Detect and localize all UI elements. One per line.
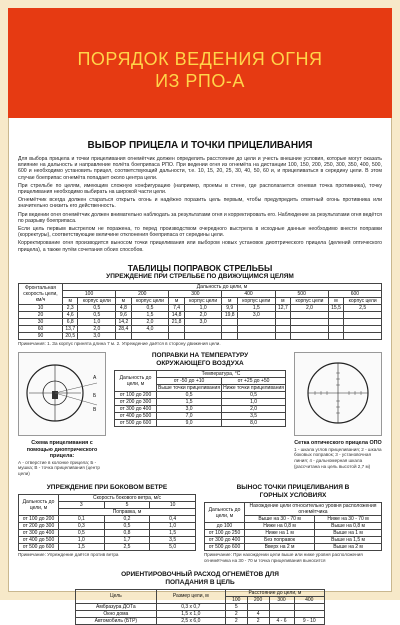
temp-head-dist: Дальность до цели, м <box>115 371 157 392</box>
expense-head-size: Размер цели, м <box>156 589 225 603</box>
moving-subhead: м <box>328 297 343 304</box>
moving-cell <box>328 325 343 332</box>
moving-cell <box>275 318 290 325</box>
temp-head-t2: от +25 до +50 <box>222 378 286 385</box>
expense-cell <box>269 603 294 610</box>
moving-dist-600: 600 <box>328 290 381 297</box>
optical-legend: 1 - шкала углов прицеливания; 2 - шкала боковых поправок; 3 - установочная линия; 4 - дальномерная шкала (рассчитана на цель высотой 2,7 м) <box>294 446 382 469</box>
moving-subhead: корпус цели <box>131 297 169 304</box>
moving-cell: 1,0 <box>78 318 116 325</box>
temp-row <box>115 399 286 406</box>
temp-head-temp: Температура, °С <box>157 371 286 378</box>
wind-head-corr: Поправка, м <box>59 509 196 516</box>
temp-head-up: Выше точки прицеливания <box>158 385 221 392</box>
mountain-cell: от 500 до 600 <box>205 544 245 551</box>
wind-cell: 0,8 <box>104 530 150 537</box>
temperature-block <box>114 352 286 427</box>
expense-cell <box>294 610 324 617</box>
moving-cell: 1,0 <box>184 304 222 311</box>
moving-cell: 4,6 <box>63 311 78 318</box>
header-banner <box>8 8 392 118</box>
moving-subhead: м <box>169 297 184 304</box>
mountain-title <box>204 484 382 500</box>
dioptric-legend: А - отверстие в колонке прицела; Б - мушка; В - точка прицеливания (центр цели) <box>18 459 100 476</box>
moving-cell <box>184 325 222 332</box>
mountain-title-line-1: ВЫНОС ТОЧКИ ПРИЦЕЛИВАНИЯ В <box>236 484 350 492</box>
wind-speed-5: 5 <box>104 502 150 509</box>
moving-subhead: м <box>222 297 237 304</box>
wind-title: УПРЕЖДЕНИЕ ПРИ БОКОВОМ ВЕТРЕ <box>46 484 168 492</box>
expense-cell: 2,5 х 6,0 <box>156 617 225 624</box>
moving-title: УПРЕЖДЕНИЕ ПРИ СТРЕЛЬБЕ ПО ДВИЖУЩИМСЯ ЦЕЛЯМ <box>106 272 294 280</box>
moving-dist-100: 100 <box>63 290 116 297</box>
mountain-row <box>205 523 382 530</box>
moving-cell <box>237 332 275 339</box>
expense-cell: Амбразура ДОТа <box>76 603 157 610</box>
mountain-cell: Выше на 0,8 м <box>315 523 382 530</box>
mountain-cell: от 300 до 400 <box>205 537 245 544</box>
expense-row <box>76 610 325 617</box>
title-line-1: ПОРЯДОК ВЕДЕНИЯ ОГНЯ <box>77 49 323 69</box>
wind-cell: 1,0 <box>59 537 105 544</box>
moving-dist-500: 500 <box>275 290 328 297</box>
moving-cell: 9,6 <box>116 311 131 318</box>
moving-cell <box>344 318 382 325</box>
moving-cell: 2,0 <box>131 318 169 325</box>
paragraph-2: При стрельбе по целям, имеющим сложную конфигурацию (например, проемы в стене, где располагается огневая точка противника), точку прицеливания необходимо выбирать на широкой части цели. <box>18 182 382 196</box>
wind-row <box>19 537 196 544</box>
temp-title-line-2: ОКРУЖАЮЩЕГО ВОЗДУХА <box>156 360 244 368</box>
moving-cell <box>222 318 237 325</box>
paragraph-4: При ведении огня огнемётчик должен внимательно наблюдать за результатами огня и корректировать его. Наблюдение за результатами огня ведётся по разрыву боеприпаса. <box>18 211 382 224</box>
moving-cell <box>328 311 343 318</box>
expense-cell: 1,5 х 1,0 <box>156 610 225 617</box>
moving-cell <box>291 311 329 318</box>
optical-caption: Сетка оптического прицела ОПО <box>294 440 382 447</box>
mountain-head-down: Ниже на 30 - 70 м <box>315 516 382 523</box>
moving-subhead: корпус цели <box>344 297 382 304</box>
moving-cell <box>328 318 343 325</box>
temp-cell: от 400 до 500 <box>115 413 157 420</box>
moving-cell: 0,5 <box>131 304 169 311</box>
wind-cell: 0,4 <box>150 516 196 523</box>
moving-dist-400: 400 <box>222 290 275 297</box>
mountain-row <box>205 537 382 544</box>
moving-cell: 0,5 <box>78 311 116 318</box>
moving-cell: 3,0 <box>237 311 275 318</box>
expense-cell: 9 - 10 <box>294 617 324 624</box>
moving-cell <box>275 325 290 332</box>
moving-cell <box>275 332 290 339</box>
mountain-cell: Ниже на 1 м <box>245 530 315 537</box>
moving-cell: 3,0 <box>78 332 116 339</box>
mountain-head-dist: Дальность до цели, м <box>205 503 245 523</box>
label-v: В <box>93 407 97 414</box>
temp-cell: от 200 до 300 <box>115 399 157 406</box>
mountain-cell: Выше на 1,5 м <box>315 537 382 544</box>
temp-cell: 1,0 <box>222 399 286 406</box>
moving-note: Примечания: 1. За корпус принята длина 7 м. 2. Упреждение даётся в сторону движения цели. <box>18 340 221 346</box>
moving-cell <box>344 311 382 318</box>
temp-cell: 9,0 <box>157 420 222 427</box>
page-title <box>8 48 392 92</box>
temp-row <box>115 406 286 413</box>
moving-cell: 0,5 <box>78 304 116 311</box>
wind-head-speed: Скорость бокового ветра, м/с <box>59 495 196 502</box>
temp-title <box>114 352 286 368</box>
paragraph-6: Корректирование огня производится выносом точки прицеливания или выбором новых установок диоптрического прицела (делений оптического прицела), а также путём сочетания обоих способов. <box>18 240 382 253</box>
content <box>18 126 382 624</box>
mountain-note: Примечание: При нахождении цели выше или ниже уровня расположения огнемётчика на 30 - 70 м точка прицеливания выносится <box>204 552 363 564</box>
expense-dist-400: 400 <box>294 596 324 603</box>
expense-title <box>18 571 382 587</box>
temp-cell: от 500 до 600 <box>115 420 157 427</box>
dioptric-caption: Схема прицеливания с помощью диоптрического прицела: <box>26 440 98 460</box>
paragraph-1: Для выбора прицела и точки прицеливания огнемётчик должен определить расстояние до цели и учесть внешние условия, которые могут оказать влияние на дальность и направление полёта боеприпаса РПО. При ведении огня из огнемёта на дистанции 100, 150, 200, 250, 300, 350, 400, 500, 600 и необходимо установить прицел, соответствующий дальности, т.е. 10, 15, 20, 25, 30, 40, 50, 60 и, и прицеливаться в середину цели. В этом случае боеприпас огнемёта попадает около центра цели. <box>18 156 382 181</box>
expense-cell <box>247 603 269 610</box>
dioptric-caption-block <box>18 438 106 476</box>
expense-row <box>76 617 325 624</box>
temp-title-line-1: ПОПРАВКИ НА ТЕМПЕРАТУРУ <box>151 352 249 360</box>
section1-text <box>18 156 382 253</box>
wind-cell: от 500 до 600 <box>19 544 59 551</box>
expense-cell: 5 <box>225 603 247 610</box>
mountain-row <box>205 530 382 537</box>
moving-cell: 2,0 <box>78 325 116 332</box>
paragraph-5: Если цель первым выстрелом не поражена, то перед производством очередного выстрела в исходные данные необходимо внести поправки (корректуры), соответствующие величине отклонения боеприпаса от середины цели. <box>18 226 382 239</box>
mountain-cell: от 100 до 250 <box>205 530 245 537</box>
wind-head-dist: Дальность до цели, м <box>19 495 59 516</box>
wind-speed-3: 3 <box>59 502 105 509</box>
moving-cell: 10 <box>19 304 63 311</box>
temp-cell: от 100 до 200 <box>115 392 157 399</box>
wind-cell: 1,0 <box>150 523 196 530</box>
moving-cell: 9,9 <box>222 304 237 311</box>
mountain-table <box>204 502 382 551</box>
moving-cell <box>344 332 382 339</box>
moving-cell <box>116 332 131 339</box>
expense-title-line-1: ОРИЕНТИРОВОЧНЫЙ РАСХОД ОГНЕМЁТОВ ДЛЯ <box>121 570 279 578</box>
wind-cell: 5,0 <box>150 544 196 551</box>
moving-cell: 2,0 <box>291 304 329 311</box>
moving-subhead: м <box>275 297 290 304</box>
wind-cell: от 100 до 200 <box>19 516 59 523</box>
moving-cell: 30 <box>19 318 63 325</box>
temp-table <box>114 370 286 427</box>
moving-row <box>19 325 382 332</box>
dioptric-diagram <box>18 352 106 436</box>
wind-row <box>19 516 196 523</box>
optical-caption-block <box>294 438 382 469</box>
mountain-head-up: Выше на 30 - 70 м <box>245 516 315 523</box>
moving-subhead: корпус цели <box>291 297 329 304</box>
moving-cell: 19,8 <box>222 311 237 318</box>
moving-cell: 6,8 <box>63 318 78 325</box>
wind-cell: от 200 до 300 <box>19 523 59 530</box>
mountain-cell: до 100 <box>205 523 245 530</box>
wind-row <box>19 544 196 551</box>
mountain-cell: Выше на 2 м <box>315 544 382 551</box>
section1-title: ВЫБОР ПРИЦЕЛА И ТОЧКИ ПРИЦЕЛИВАНИЯ <box>87 140 313 151</box>
temp-row <box>115 420 286 427</box>
moving-cell <box>291 325 329 332</box>
moving-subhead: м <box>63 297 78 304</box>
moving-row <box>19 318 382 325</box>
expense-cell: 2 <box>247 617 269 624</box>
temp-cell: 1,5 <box>157 399 222 406</box>
temp-head-t1: от -50 до +10 <box>157 378 222 385</box>
section2-title: ТАБЛИЦЫ ПОПРАВОК СТРЕЛЬБЫ <box>127 262 273 273</box>
moving-dist-300: 300 <box>169 290 222 297</box>
moving-cell <box>291 332 329 339</box>
expense-cell <box>294 603 324 610</box>
moving-cell: 20 <box>19 311 63 318</box>
temp-cell: 3,0 <box>157 406 222 413</box>
wind-cell: 0,1 <box>59 516 105 523</box>
moving-subhead: м <box>116 297 131 304</box>
moving-subhead: корпус цели <box>184 297 222 304</box>
expense-cell: Окно дома <box>76 610 157 617</box>
wind-cell: 0,3 <box>59 523 105 530</box>
wind-cell: 0,2 <box>104 516 150 523</box>
expense-head-target: Цель <box>76 589 157 603</box>
moving-cell: 4,0 <box>131 325 169 332</box>
moving-cell: 60 <box>19 325 63 332</box>
moving-row <box>19 304 382 311</box>
mountain-cell: Вверх на 2 м <box>245 544 315 551</box>
expense-row <box>76 603 325 610</box>
moving-cell: 2,0 <box>184 311 222 318</box>
expense-cell: Автомобиль (БТР) <box>76 617 157 624</box>
mountain-cell: Без поправок <box>245 537 315 544</box>
expense-dist-300: 300 <box>269 596 294 603</box>
moving-head-speed: Фронтальная скорость цели, км/ч <box>19 283 63 304</box>
moving-cell: 3,0 <box>184 318 222 325</box>
moving-cell: 4,8 <box>116 304 131 311</box>
wind-cell: от 300 до 400 <box>19 530 59 537</box>
mountain-row <box>205 544 382 551</box>
moving-row <box>19 332 382 339</box>
wind-cell: 1,5 <box>59 544 105 551</box>
label-a: А <box>93 375 97 382</box>
moving-cell <box>169 332 184 339</box>
temp-head-down: Ниже точки прицеливания <box>223 385 284 392</box>
temp-cell: 8,0 <box>222 420 286 427</box>
expense-dist-100: 100 <box>225 596 247 603</box>
mountain-cell: Выше на 1 м <box>315 530 382 537</box>
moving-cell: 1,5 <box>131 311 169 318</box>
moving-cell <box>131 332 169 339</box>
moving-cell <box>344 325 382 332</box>
moving-cell <box>328 332 343 339</box>
temp-cell: 0,5 <box>222 392 286 399</box>
wind-row <box>19 523 196 530</box>
wind-cell: от 400 до 500 <box>19 537 59 544</box>
expense-table <box>75 589 325 625</box>
moving-cell <box>184 332 222 339</box>
moving-cell <box>237 325 275 332</box>
expense-head-dist: Расстояние до цели, м <box>225 589 324 596</box>
temp-row <box>115 413 286 420</box>
temp-cell: 0,5 <box>157 392 222 399</box>
moving-cell: 15,5 <box>328 304 343 311</box>
wind-note: Примечание: Упреждение даётся против ветра <box>18 552 119 558</box>
temp-cell: 3,5 <box>222 413 286 420</box>
wind-cell: 1,5 <box>150 530 196 537</box>
moving-cell <box>237 318 275 325</box>
moving-dist-200: 200 <box>116 290 169 297</box>
moving-cell: 28,4 <box>116 325 131 332</box>
temp-row <box>115 392 286 399</box>
expense-cell: 0,3 х 0,7 <box>156 603 225 610</box>
moving-cell: 90 <box>19 332 63 339</box>
wind-cell: 2,5 <box>104 544 150 551</box>
moving-cell: 1,5 <box>237 304 275 311</box>
moving-table <box>18 283 382 340</box>
wind-cell: 0,5 <box>59 530 105 537</box>
moving-cell: 12,7 <box>275 304 290 311</box>
moving-cell: 21,8 <box>169 318 184 325</box>
title-line-2: ИЗ РПО-А <box>155 71 245 91</box>
paragraph-3: Огнемётчик всегда должен стараться открыть огонь и надёжно поразить цель первым, чтобы предупредить ответный огонь противника или значительно снизить его действенность. <box>18 197 382 210</box>
moving-subhead: корпус цели <box>78 297 116 304</box>
moving-cell <box>222 332 237 339</box>
optical-reticle-drawing <box>295 353 381 435</box>
moving-cell: 7,4 <box>169 304 184 311</box>
expense-cell: 2 <box>225 610 247 617</box>
expense-cell: 4 <box>247 610 269 617</box>
moving-cell <box>169 325 184 332</box>
mountain-head-pos: Нахождение цели относительно уровня расположения огнемётчика <box>245 503 382 516</box>
moving-cell: 14,2 <box>116 318 131 325</box>
wind-block <box>18 484 196 558</box>
moving-cell: 14,8 <box>169 311 184 318</box>
moving-cell <box>291 318 329 325</box>
expense-title-line-2: ПОПАДАНИЯ В ЦЕЛЬ <box>165 578 235 586</box>
moving-cell: 20,5 <box>63 332 78 339</box>
moving-cell: 13,7 <box>63 325 78 332</box>
moving-cell <box>275 311 290 318</box>
mountain-block <box>204 484 382 563</box>
wind-cell: 1,7 <box>104 537 150 544</box>
wind-cell: 3,5 <box>150 537 196 544</box>
moving-cell: 2,3 <box>63 304 78 311</box>
wind-cell: 0,5 <box>104 523 150 530</box>
moving-subhead: корпус цели <box>237 297 275 304</box>
wind-speed-10: 10 <box>150 502 196 509</box>
label-b: Б <box>93 393 97 400</box>
mountain-cell: Ниже на 0,8 м <box>245 523 315 530</box>
wind-table <box>18 494 196 551</box>
expense-cell: 2 <box>225 617 247 624</box>
moving-cell: 2,5 <box>344 304 382 311</box>
expense-cell <box>269 610 294 617</box>
temp-cell: 2,0 <box>222 406 286 413</box>
wind-row <box>19 530 196 537</box>
mountain-title-line-2: ГОРНЫХ УСЛОВИЯХ <box>259 492 327 500</box>
moving-cell <box>222 325 237 332</box>
expense-cell: 4 - 6 <box>269 617 294 624</box>
temp-cell: 7,0 <box>157 413 222 420</box>
moving-head-dist: Дальность до цели, м <box>63 283 382 290</box>
optical-diagram <box>294 352 382 436</box>
temp-cell: от 300 до 400 <box>115 406 157 413</box>
moving-row <box>19 311 382 318</box>
expense-dist-200: 200 <box>247 596 269 603</box>
